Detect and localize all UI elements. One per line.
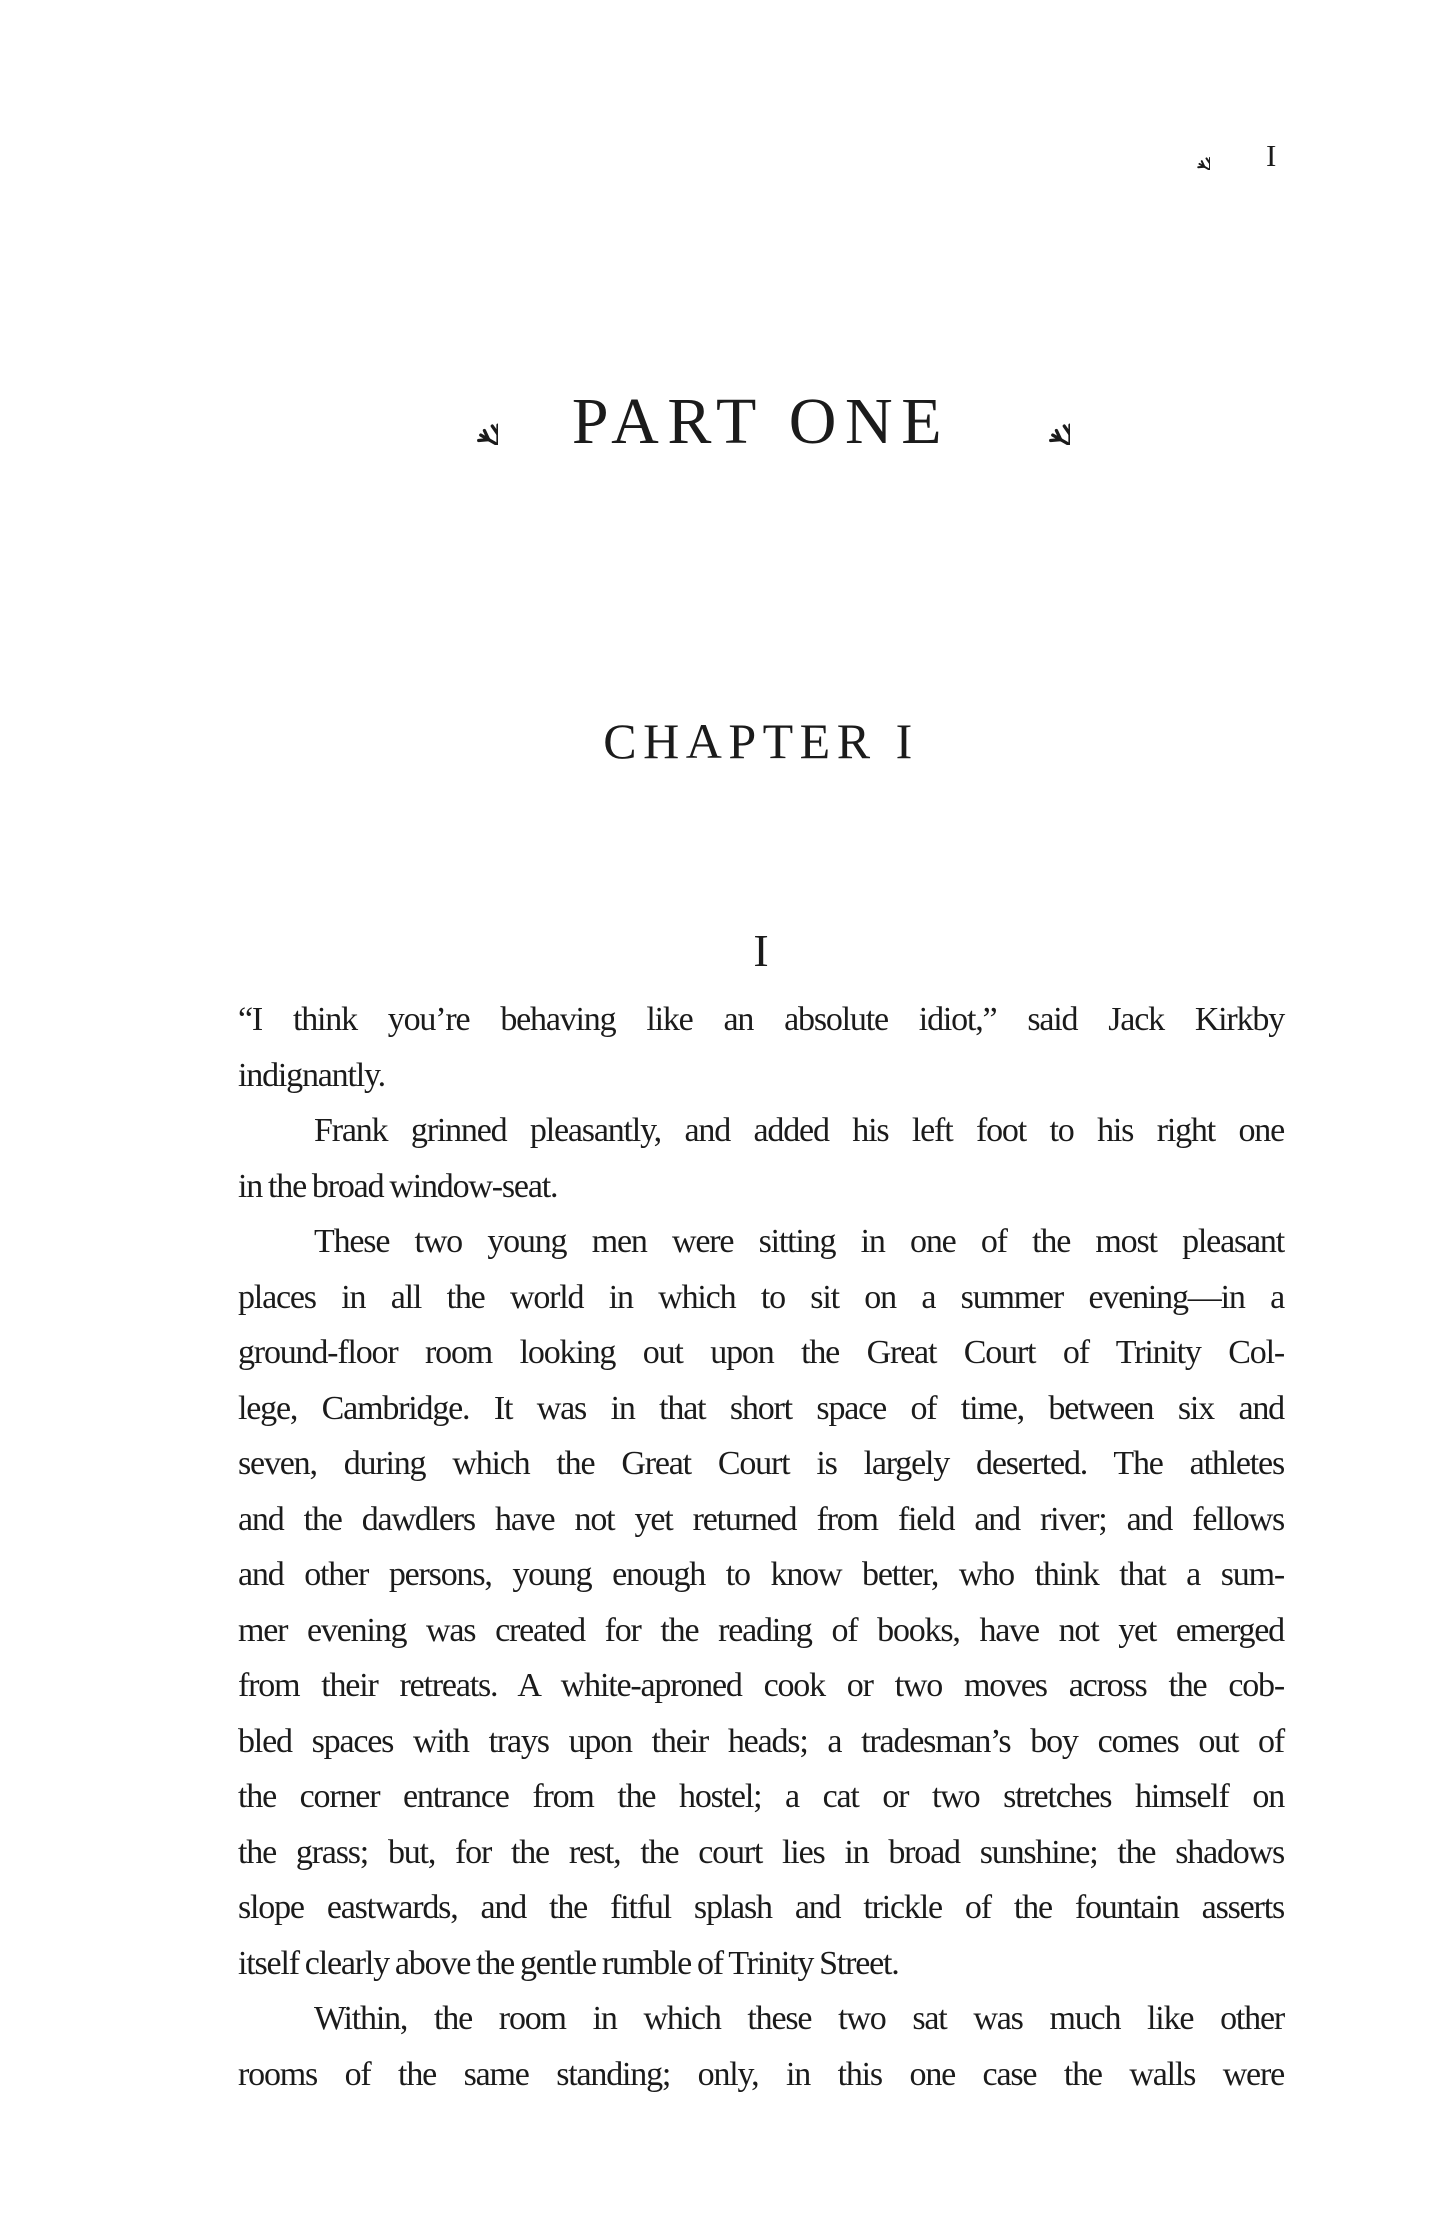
body-line: These two young men were sitting in one of the most pleasant	[314, 1223, 1284, 1260]
snowflake-ornament-icon	[452, 399, 498, 445]
body-line: slope eastwards, and the fitful splash and trickle of the fountain asserts	[238, 1889, 1284, 1926]
body-line: places in all the world in which to sit on a summer evening—in a	[238, 1278, 1284, 1316]
body-line: and the dawdlers have not yet returned from field and river; and fellows	[238, 1500, 1284, 1538]
body-line: rooms of the same standing; only, in this one case the walls were	[238, 2055, 1284, 2093]
body-line: bled spaces with trays upon their heads; a tradesman’s boy comes out of	[238, 1722, 1284, 1760]
body-line: “I think you’re behaving like an absolute idiot,” said Jack Kirkby	[238, 1001, 1284, 1038]
page-number: I	[1266, 138, 1277, 173]
body-line: from their retreats. A white-aproned cook or two moves across the cob-	[238, 1667, 1284, 1704]
section-number: I	[753, 925, 769, 976]
paragraph	[238, 992, 1284, 1103]
body-line: ground-floor room looking out upon the Great Court of Trinity Col-	[238, 1334, 1284, 1371]
body-text	[238, 992, 1284, 2102]
part-title: PART ONE	[571, 385, 951, 458]
body-line: the corner entrance from the hostel; a cat or two stretches himself on	[238, 1778, 1284, 1815]
snowflake-ornament-icon	[1182, 142, 1210, 170]
body-line: seven, during which the Great Court is largely deserted. The athletes	[238, 1445, 1284, 1482]
body-line: in the broad window-seat.	[238, 1167, 558, 1205]
paragraph	[238, 1991, 1284, 2102]
running-header	[1182, 140, 1277, 171]
body-line: itself clearly above the gentle rumble of Trinity Street.	[238, 1944, 899, 1982]
body-line: indignantly.	[238, 1056, 385, 1094]
snowflake-ornament-icon	[1024, 399, 1070, 445]
body-line: lege, Cambridge. It was in that short space of time, between six and	[238, 1389, 1284, 1427]
body-line: Within, the room in which these two sat was much like other	[314, 2000, 1284, 2037]
body-line: mer evening was created for the reading of books, have not yet emerged	[238, 1611, 1284, 1649]
paragraph	[238, 1103, 1284, 1214]
body-line: and other persons, young enough to know better, who think that a sum-	[238, 1556, 1284, 1593]
body-line: Frank grinned pleasantly, and added his left foot to his right one	[314, 1112, 1284, 1149]
chapter-title: CHAPTER I	[603, 713, 919, 769]
part-heading	[238, 383, 1284, 461]
paragraph	[238, 1214, 1284, 1991]
body-line: the grass; but, for the rest, the court lies in broad sunshine; the shadows	[238, 1833, 1284, 1871]
